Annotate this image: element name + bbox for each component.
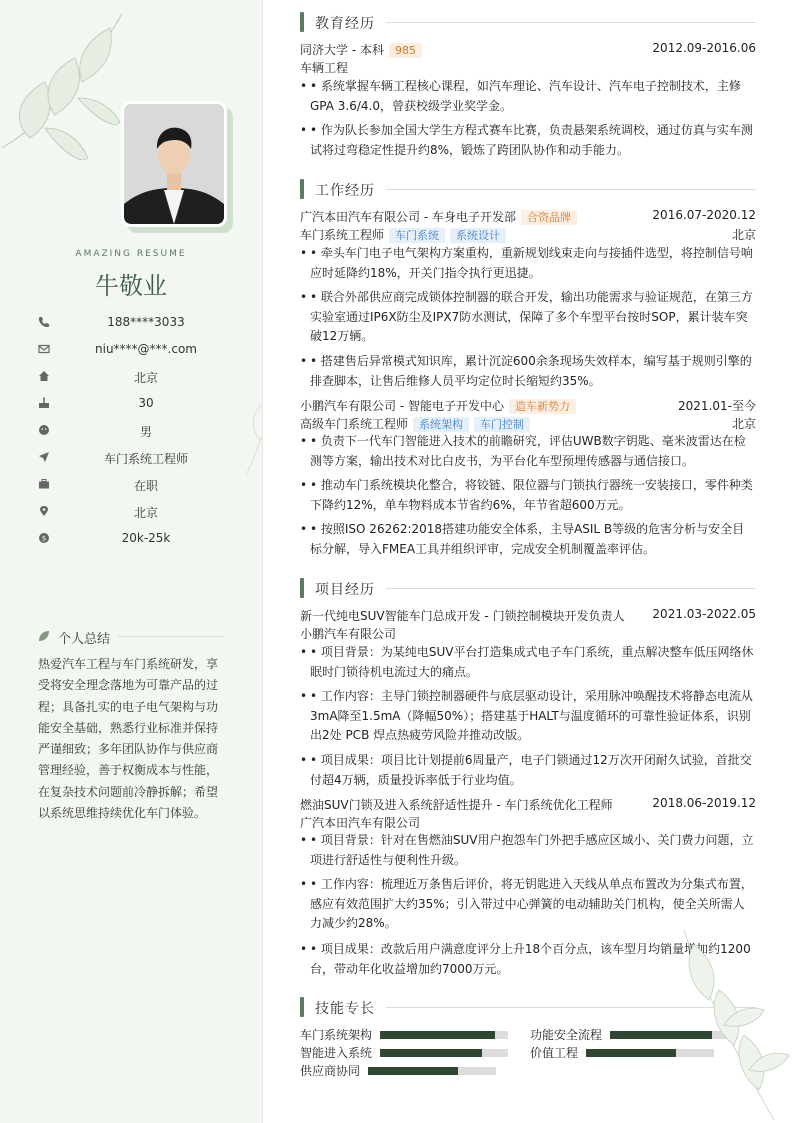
section-projects [300, 578, 756, 598]
info-age [38, 394, 234, 414]
location-pin-icon [38, 505, 50, 517]
info-phone [38, 313, 234, 333]
list-item: • • 工作内容：梳理近万条售后评价，将无钥匙进入天线从单点布置改为分集式布置，感应有效范围扩大约35%；引入带过中心弹簧的电动辅助关门机构，使全关所需人力减少约28%。 [300, 877, 753, 930]
salary-icon [38, 532, 50, 544]
skill-item [300, 1027, 510, 1041]
divider [118, 636, 224, 637]
info-value: 车门系统工程师 [103, 452, 188, 466]
leaf-icon [38, 630, 50, 642]
divider [386, 189, 756, 190]
send-icon [38, 451, 50, 463]
list-item: • • 推动车门系统模块化整合，将铰链、限位器与门锁执行器统一安装接口，零件种类下降约12%，单车物料成本节省约6%，年节省超600万元。 [300, 478, 753, 512]
info-value: 20k-25k [121, 531, 171, 545]
major: 车辆工程 [300, 61, 349, 75]
cake-icon [38, 397, 50, 409]
skill-name: 供应商协同 [300, 1064, 361, 1078]
project-company: 小鹏汽车有限公司 [300, 627, 397, 641]
info-value: 男 [139, 425, 152, 439]
info-target-city [38, 502, 234, 522]
summary-title: 个人总结 [58, 632, 111, 647]
project-header [300, 795, 756, 813]
info-gender [38, 421, 234, 441]
list-item: • • 作为队长参加全国大学生方程式赛车比赛，负责悬架系统调校，通过仿真与实车测试将过弯稳定性提升约8%，锻炼了跨团队协作和动手能力。 [300, 123, 753, 157]
skill-tag: 系统设计 [450, 228, 506, 243]
project-title: 新一代纯电SUV智能车门总成开发 - 门锁控制模块开发负责人 [300, 609, 625, 623]
section-marker [300, 997, 304, 1017]
home-icon [38, 370, 50, 382]
work-role-row [300, 414, 756, 432]
work-period: 2021.01-至今 [678, 399, 756, 413]
email-icon [38, 343, 50, 355]
school-name: 同济大学 - 本科 [300, 43, 384, 57]
info-value: 北京 [133, 506, 158, 520]
list-item: • • 项目背景：针对在售燃油SUV用户抱怨车门外把手感应区域小、关门费力问题，立项进行舒适性与便利性升级。 [300, 833, 754, 867]
list-item: • • 项目成果：改款后用户满意度评分上升18个百分点，该车型月均销量增加约1200台，带动年化收益增加约7000万元。 [300, 942, 751, 976]
project-period: 2021.03-2022.05 [652, 607, 756, 621]
list-item: • • 搭建售后异常模式知识库，累计沉淀600余条现场失效样本，编写基于规则引擎的排查脚本，让售后维修人员平均定位时长缩短约35%。 [300, 354, 752, 388]
list-item: • • 牵头车门电子电气架构方案重构，重新规划线束走向与接插件选型，将控制信号响应时延降约18%，开关门指令执行更迅捷。 [300, 246, 753, 280]
project-company-row [300, 624, 756, 642]
skill-name: 价值工程 [530, 1046, 579, 1060]
work-role-row [300, 225, 756, 243]
list-item: • • 项目背景：为某纯电SUV平台打造集成式电子车门系统，重点解决整车低压网络休眠时门锁待机电流过大的痛点。 [300, 645, 754, 679]
company-badge: 合资品牌 [521, 210, 577, 225]
divider [386, 22, 756, 23]
list-item: • • 项目成果：项目比计划提前6周量产，电子门锁通过12万次开闭耐久试验，首批交付超4万辆，质量投诉率低于行业均值。 [300, 753, 752, 787]
job-role: 车门系统工程师 [300, 228, 385, 242]
skill-tag: 系统架构 [413, 417, 469, 432]
info-value: 北京 [133, 371, 158, 385]
info-value: 在职 [133, 479, 158, 493]
skill-bar [380, 1049, 508, 1057]
section-marker [300, 179, 304, 199]
info-value: 30 [138, 396, 154, 410]
job-role: 高级车门系统工程师 [300, 417, 409, 431]
work-period: 2016.07-2020.12 [652, 208, 756, 222]
svg-text:$: $ [41, 534, 47, 543]
list-item: • • 联合外部供应商完成锁体控制器的联合开发，输出功能需求与验证规范，在第三方实验室通过IP6X防尘及IPX7防水测试，保障了多个车型平台按时SOP，累计装车突破12万辆。 [300, 290, 753, 343]
section-work [300, 179, 756, 199]
avatar [121, 101, 227, 227]
info-position [38, 448, 234, 468]
resume-tagline: AMAZING RESUME [75, 249, 187, 259]
sidebar [0, 0, 263, 1123]
section-title: 项目经历 [315, 582, 375, 598]
skill-bar-fill [380, 1049, 482, 1057]
skill-tag: 车门系统 [389, 228, 445, 243]
work-header [300, 396, 756, 414]
work-city: 北京 [731, 228, 756, 242]
work-header [300, 207, 756, 225]
skill-bar-fill [380, 1031, 495, 1039]
project-header [300, 606, 756, 624]
section-title: 工作经历 [315, 183, 375, 199]
section-marker [300, 12, 304, 32]
info-city [38, 367, 234, 387]
gender-icon [38, 424, 50, 436]
phone-icon [38, 316, 50, 328]
education-header [300, 40, 756, 58]
skill-tag: 车门控制 [474, 417, 530, 432]
section-education [300, 12, 756, 32]
info-status [38, 475, 234, 495]
education-major-row [300, 58, 756, 76]
company-name: 小鹏汽车有限公司 - 智能电子开发中心 [300, 399, 504, 413]
list-item: • • 按照ISO 26262:2018搭建功能安全体系，主导ASIL B等级的危害分析与安全目标分解，导入FMEA工具并组织评审，完成安全机制覆盖率评估。 [300, 522, 745, 556]
info-value: 188****3033 [107, 315, 185, 329]
summary-text: 热爱汽车工程与车门系统研发，享受将安全理念落地为可靠产品的过程；具备扎实的电子电气架构与功能安全基础，熟悉行业标准并保持严谨细致；多年团队协作与供应商管理经验，善于权衡成本与性能，在复杂技术问题前冷静拆解；希望以系统思维持续优化车门体验。 [38, 657, 219, 821]
skill-bar [380, 1031, 508, 1039]
info-salary [38, 529, 234, 549]
divider [386, 588, 756, 589]
skill-item [300, 1045, 510, 1059]
skill-bar-fill [586, 1049, 676, 1057]
project-company-row [300, 813, 756, 831]
skill-name: 车门系统架构 [300, 1028, 373, 1042]
work-city: 北京 [731, 417, 756, 431]
briefcase-icon [38, 478, 50, 490]
leaf-decoration-icon [664, 930, 794, 1123]
skill-bar-fill [368, 1067, 458, 1075]
skill-name: 智能进入系统 [300, 1046, 373, 1060]
education-period: 2012.09-2016.06 [652, 41, 756, 55]
list-item: • • 负责下一代车门智能进入技术的前瞻研究，评估UWB数字钥匙、毫米波雷达在检测等方案，输出技术对比白皮书，为平台化车型预埋传感器与通信接口。 [300, 434, 746, 468]
company-name: 广汽本田汽车有限公司 - 车身电子开发部 [300, 210, 516, 224]
list-item: • • 工作内容：主导门锁控制器硬件与底层驱动设计，采用脉冲唤醒技术将静态电流从3mA降至1.5mA（降幅50%）；搭建基于HALT与温度循环的可靠性验证体系，识别出2处 PCB 焊点热疲劳风险并推动改版。 [300, 689, 753, 742]
project-period: 2018.06-2019.12 [652, 796, 756, 810]
summary-heading [38, 627, 224, 647]
info-value: niu****@***.com [95, 342, 197, 356]
info-email [38, 340, 234, 360]
list-item: • • 系统掌握车辆工程核心课程，如汽车理论、汽车设计、汽车电子控制技术，主修GPA 3.6/4.0，曾获校级学业奖学金。 [300, 79, 741, 113]
project-title: 燃油SUV门锁及进入系统舒适性提升 - 车门系统优化工程师 [300, 798, 613, 812]
project-company: 广汽本田汽车有限公司 [300, 816, 421, 830]
school-badge: 985 [389, 43, 422, 58]
section-title: 技能专长 [315, 1001, 375, 1017]
main-content [262, 0, 794, 1123]
company-badge: 造车新势力 [509, 399, 576, 414]
skill-item [300, 1063, 510, 1077]
candidate-name: 牛敬业 [95, 272, 167, 300]
skill-bar [368, 1067, 496, 1075]
skill-name: 功能安全流程 [530, 1028, 603, 1042]
leaf-decoration-icon [238, 370, 263, 480]
section-title: 教育经历 [315, 16, 375, 32]
section-marker [300, 578, 304, 598]
